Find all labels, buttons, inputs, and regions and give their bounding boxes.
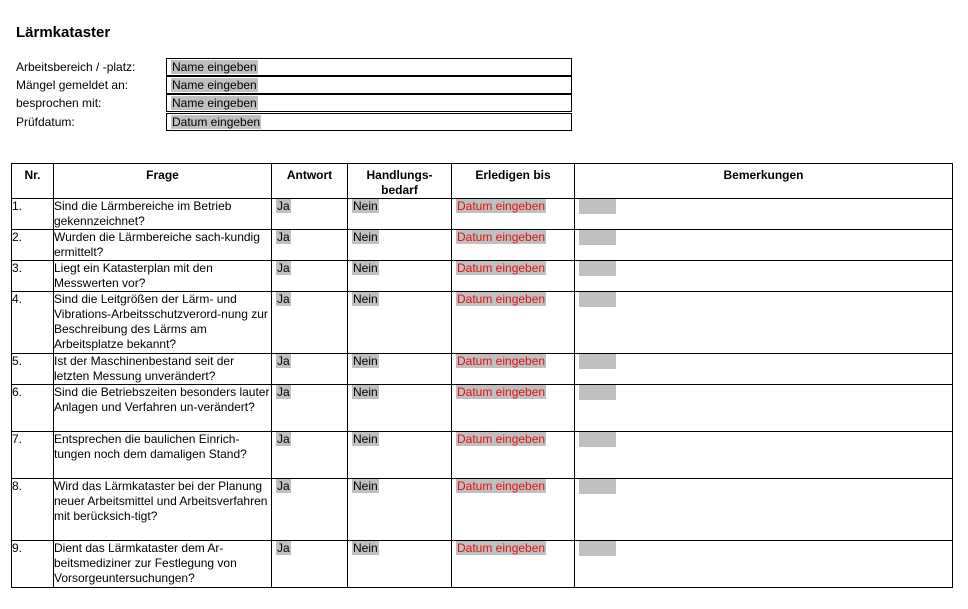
row-number: 9. [12,541,54,588]
row-number: 4. [12,292,54,354]
table-row [12,541,953,588]
bemerkungen-field[interactable] [579,432,616,447]
handlungsbedarf-field[interactable]: Nein [353,354,378,368]
antwort-field[interactable]: Ja [277,385,290,399]
table-row [12,261,953,292]
row-number: 1. [12,199,54,230]
arbeitsbereich-label: Arbeitsbereich / -platz: [16,60,136,74]
erledigen-bis-field[interactable]: Datum eingeben [457,432,546,446]
col-header-handlungsbedarf-line1: Handlungs- [366,168,433,182]
bemerkungen-field[interactable] [579,354,616,369]
question-text: Sind die Lärmbereiche im Betrieb gekennzeichnet? [54,199,272,230]
question-text: Sind die Leitgrößen der Lärm- und Vibrations-Arbeitsschutzverord-nung zur Beschreibung des Lärms am Arbeitsplatze bekannt? [54,292,272,354]
table-header-row [12,164,953,199]
erledigen-bis-field[interactable]: Datum eingeben [457,199,546,213]
antwort-field[interactable]: Ja [277,292,290,306]
bemerkungen-field[interactable] [579,541,616,556]
table-row [12,385,953,432]
question-text: Ist der Maschinenbestand seit der letzten Messung unverändert? [54,354,272,385]
bemerkungen-field[interactable] [579,199,616,214]
maengel-label: Mängel gemeldet an: [16,78,129,92]
col-header-frage: Frage [54,164,272,199]
question-text: Entsprechen die baulichen Einrich-tungen noch dem damaligen Stand? [54,432,272,479]
handlungsbedarf-field[interactable]: Nein [353,230,378,244]
handlungsbedarf-field[interactable]: Nein [353,385,378,399]
handlungsbedarf-field[interactable]: Nein [353,261,378,275]
row-number: 7. [12,432,54,479]
question-text: Wurden die Lärmbereiche sach-kundig ermittelt? [54,230,272,261]
handlungsbedarf-field[interactable]: Nein [353,199,378,213]
question-text: Sind die Betriebszeiten besonders lauter Anlagen und Verfahren un-verändert? [54,385,272,432]
page-title: Lärmkataster [16,24,111,41]
besprochen-label: besprochen mit: [16,96,102,110]
antwort-field[interactable]: Ja [277,541,290,555]
antwort-field[interactable]: Ja [277,354,290,368]
table-row [12,230,953,261]
question-text: Wird das Lärmkataster bei der Planung neuer Arbeitsmittel und Arbeitsverfahren mit berücksich-tigt? [54,479,272,541]
arbeitsbereich-field[interactable]: Name eingeben [172,60,257,74]
erledigen-bis-field[interactable]: Datum eingeben [457,541,546,555]
col-header-handlungsbedarf [348,164,452,199]
col-header-erledigen-bis: Erledigen bis [452,164,575,199]
erledigen-bis-field[interactable]: Datum eingeben [457,354,546,368]
col-header-nr: Nr. [12,164,54,199]
row-number: 5. [12,354,54,385]
bemerkungen-field[interactable] [579,292,616,307]
besprochen-field[interactable]: Name eingeben [172,96,257,110]
bemerkungen-field[interactable] [579,479,616,494]
table-row [12,479,953,541]
bemerkungen-field[interactable] [579,261,616,276]
col-header-bemerkungen: Bemerkungen [575,164,953,199]
pruefdatum-label: Prüfdatum: [16,115,75,129]
erledigen-bis-field[interactable]: Datum eingeben [457,230,546,244]
table-row [12,292,953,354]
bemerkungen-field[interactable] [579,385,616,400]
table-row [12,199,953,230]
row-number: 6. [12,385,54,432]
antwort-field[interactable]: Ja [277,479,290,493]
question-text: Liegt ein Katasterplan mit den Messwerten vor? [54,261,272,292]
erledigen-bis-field[interactable]: Datum eingeben [457,292,546,306]
erledigen-bis-field[interactable]: Datum eingeben [457,479,546,493]
antwort-field[interactable]: Ja [277,432,290,446]
erledigen-bis-field[interactable]: Datum eingeben [457,385,546,399]
row-number: 3. [12,261,54,292]
laermkataster-table [11,163,953,588]
handlungsbedarf-field[interactable]: Nein [353,292,378,306]
bemerkungen-field[interactable] [579,230,616,245]
besprochen-box [166,94,572,112]
maengel-box [166,76,572,94]
table-row [12,354,953,385]
handlungsbedarf-field[interactable]: Nein [353,541,378,555]
question-text: Dient das Lärmkataster dem Ar-beitsmediziner zur Festlegung von Vorsorgeuntersuchungen? [54,541,272,588]
row-number: 2. [12,230,54,261]
pruefdatum-field[interactable]: Datum eingeben [172,115,261,129]
row-number: 8. [12,479,54,541]
col-header-antwort: Antwort [272,164,348,199]
arbeitsbereich-box [166,58,572,76]
antwort-field[interactable]: Ja [277,230,290,244]
antwort-field[interactable]: Ja [277,261,290,275]
antwort-field[interactable]: Ja [277,199,290,213]
handlungsbedarf-field[interactable]: Nein [353,479,378,493]
erledigen-bis-field[interactable]: Datum eingeben [457,261,546,275]
col-header-handlungsbedarf-line2: bedarf [381,183,418,197]
table-row [12,432,953,479]
pruefdatum-box [166,113,572,131]
handlungsbedarf-field[interactable]: Nein [353,432,378,446]
maengel-field[interactable]: Name eingeben [172,78,257,92]
